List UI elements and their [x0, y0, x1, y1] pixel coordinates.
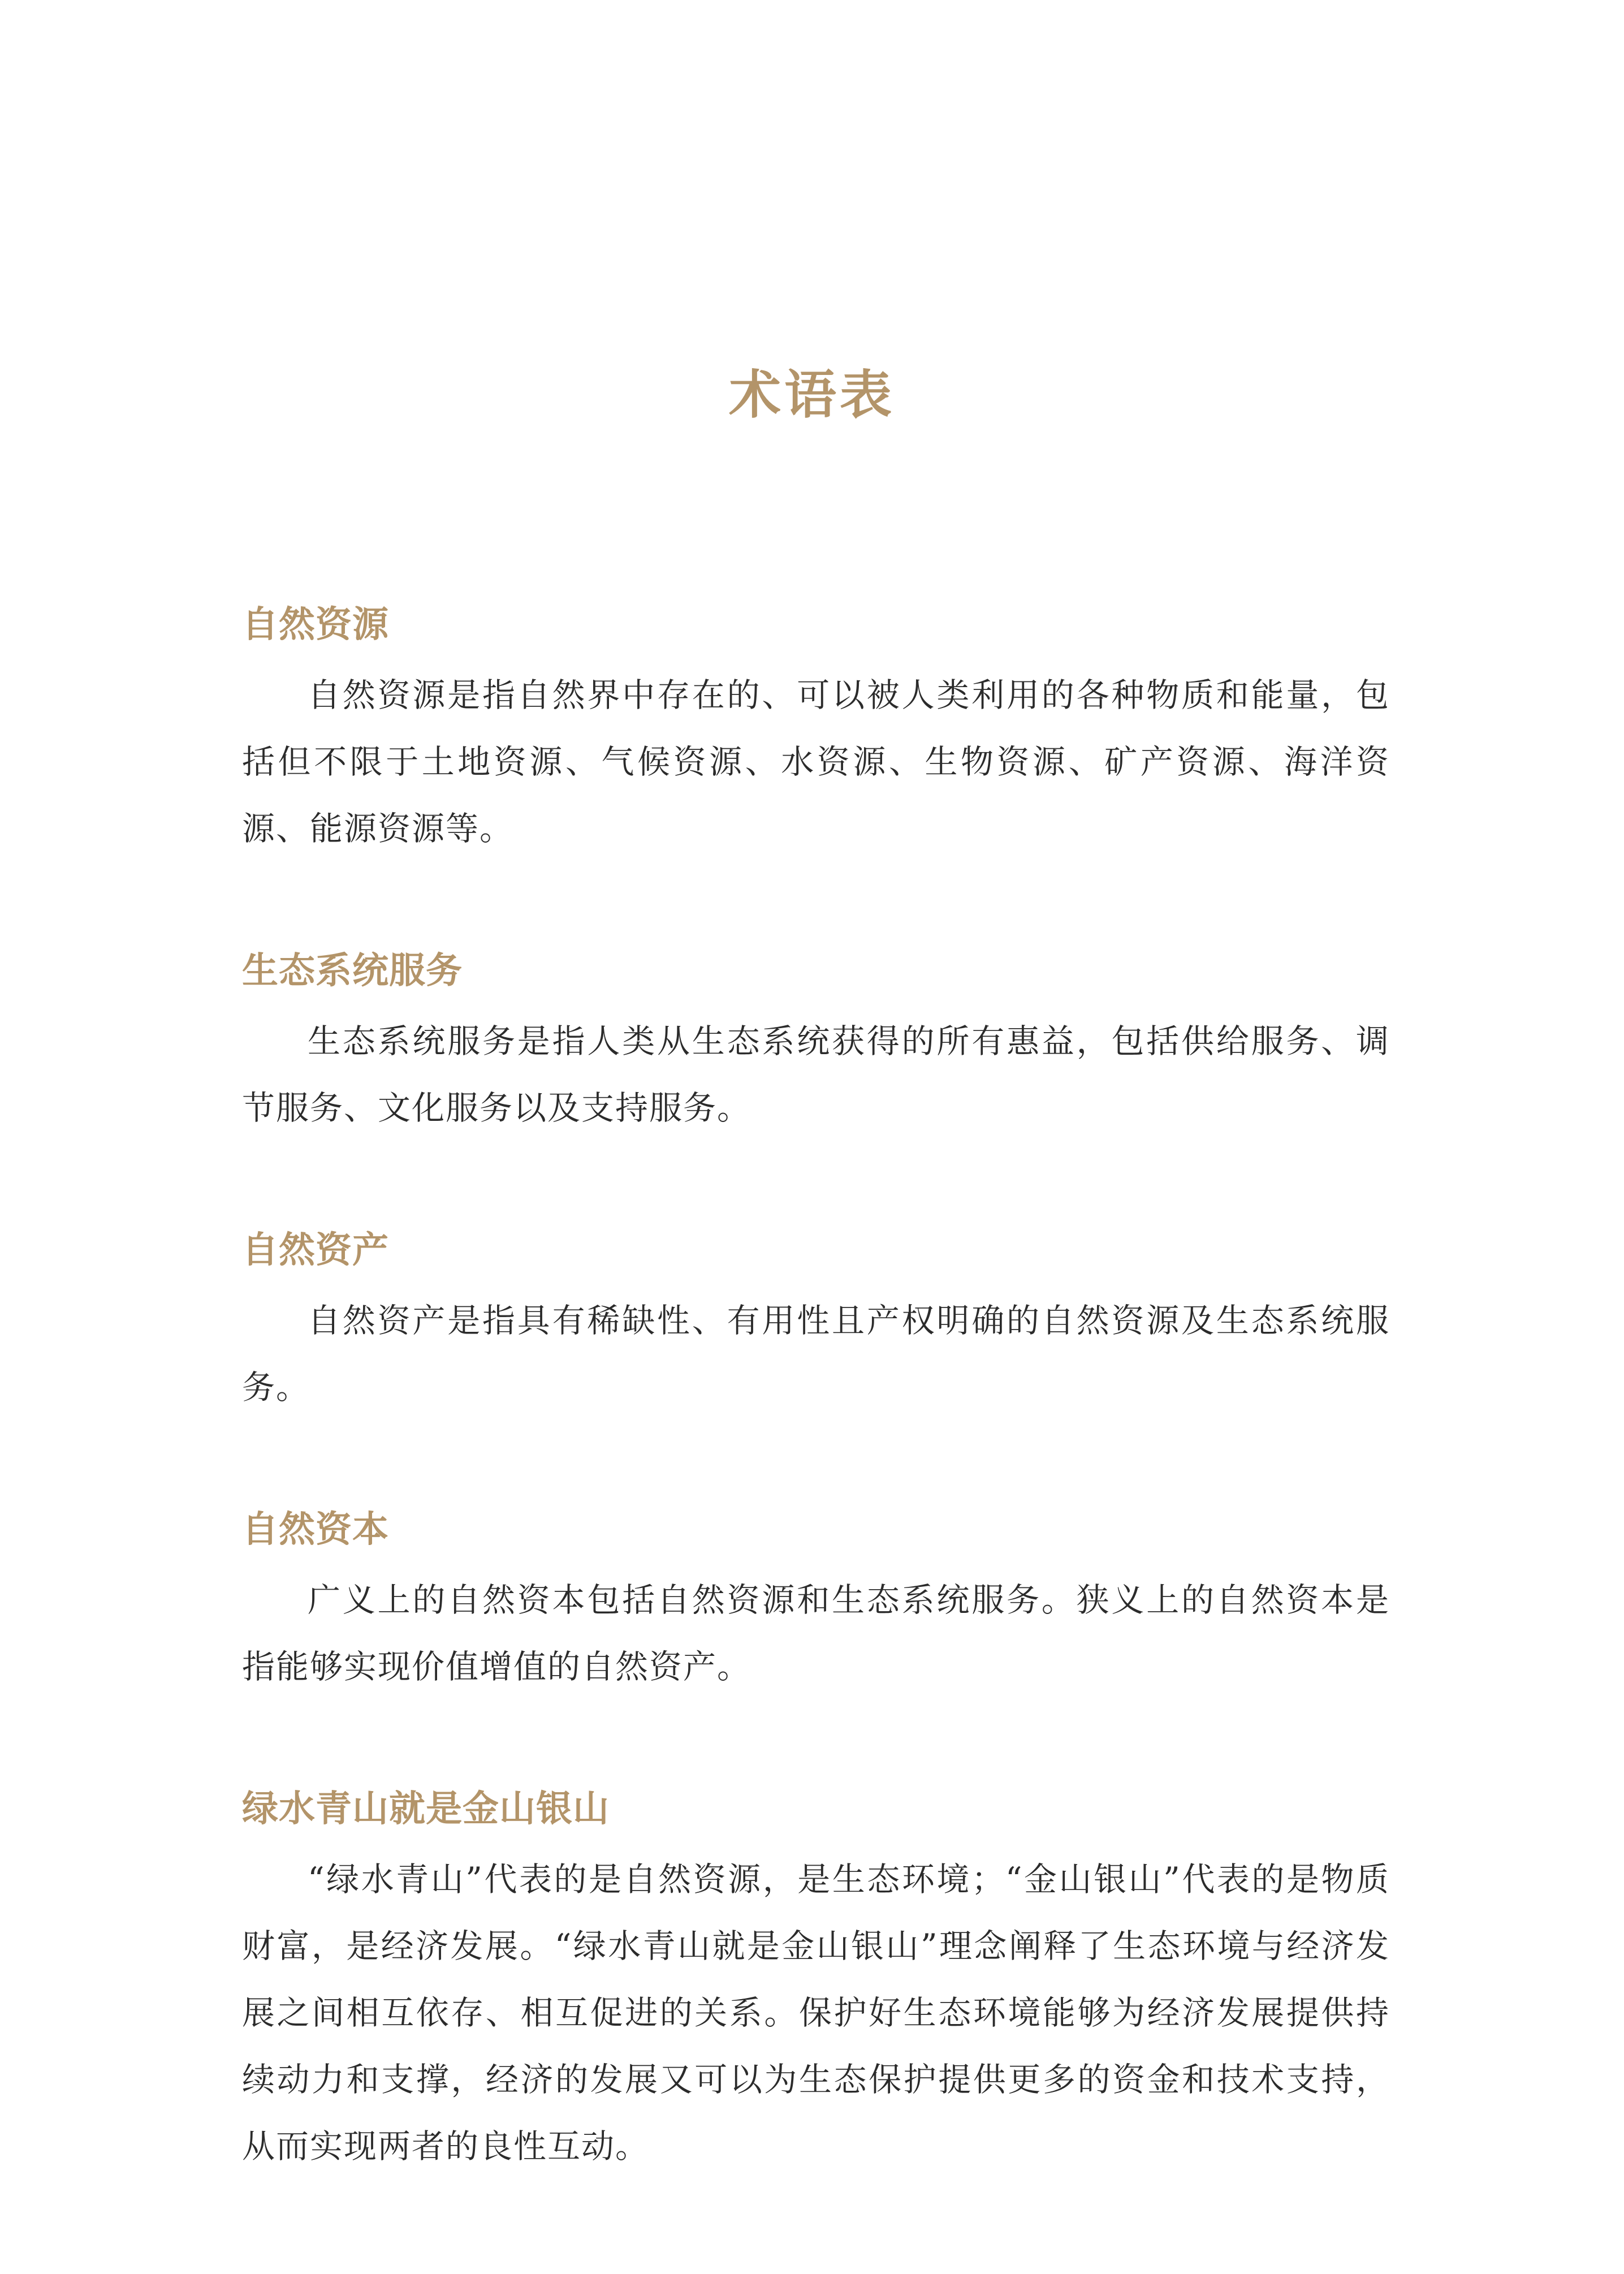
term-definition: 自然资产是指具有稀缺性、有用性且产权明确的自然资源及生态系统服务。 [242, 1301, 1390, 1406]
term-definition: “绿水青山”代表的是自然资源，是生态环境；“金山银山”代表的是物质财富，是经济发展。“绿水青山就是金山银山”理念阐释了生态环境与经济发展之间相互依存、相互促进的关系。保护好生态环境能够为经济发展提供持续动力和支撑，经济的发展又可以为生态保护提供更多的资金和技术支持，从而实现两者的良性互动。 [242, 1860, 1390, 2165]
term-heading: 自然资产 [242, 1229, 389, 1271]
term-heading: 自然资源 [242, 603, 389, 646]
term-definition: 生态系统服务是指人类从生态系统获得的所有惠益，包括供给服务、调节服务、文化服务以及支持服务。 [242, 1022, 1390, 1127]
term-heading: 绿水青山就是金山银山 [242, 1788, 610, 1830]
term-heading: 自然资本 [242, 1508, 389, 1551]
glossary-entry-ecosystem-services [242, 934, 1390, 1141]
term-definition: 广义上的自然资本包括自然资源和生态系统服务。狭义上的自然资本是指能够实现价值增值的自然资产。 [242, 1581, 1390, 1686]
glossary-list [242, 588, 1390, 2180]
page-title: 术语表 [728, 364, 895, 425]
glossary-entry-natural-resources [242, 588, 1390, 862]
glossary-entry-natural-assets [242, 1214, 1390, 1421]
glossary-entry-natural-capital [242, 1493, 1390, 1700]
glossary-entry-green-mountains [242, 1772, 1390, 2180]
term-heading: 生态系统服务 [242, 950, 463, 992]
term-definition: 自然资源是指自然界中存在的、可以被人类利用的各种物质和能量，包括但不限于土地资源、气候资源、水资源、生物资源、矿产资源、海洋资源、能源资源等。 [242, 676, 1390, 848]
